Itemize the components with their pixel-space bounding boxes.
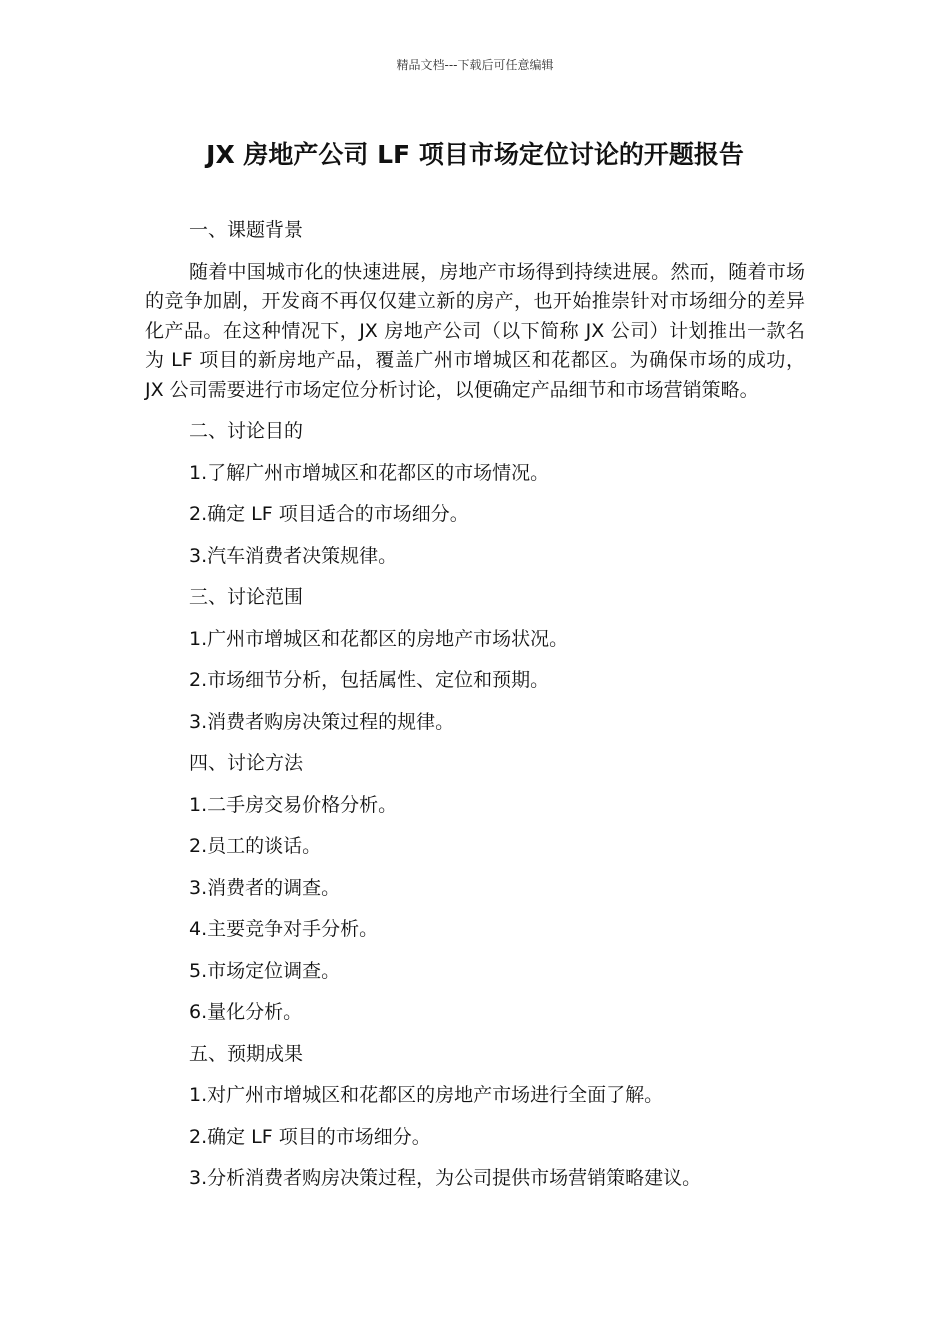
section-heading-methods: 四、讨论方法 bbox=[189, 752, 304, 774]
list-item: 2.市场细节分析，包括属性、定位和预期。 bbox=[189, 669, 550, 691]
section-heading-purpose: 二、讨论目的 bbox=[189, 420, 304, 442]
document-title: JX 房地产公司 LF 项目市场定位讨论的开题报告 bbox=[206, 140, 744, 169]
list-item: 1.广州市增城区和花都区的房地产市场状况。 bbox=[189, 627, 569, 650]
section-heading-outcomes: 五、预期成果 bbox=[189, 1042, 304, 1065]
header-note: 精品文档---下载后可任意编辑 bbox=[396, 58, 554, 72]
list-item: 1.二手房交易价格分析。 bbox=[189, 793, 398, 816]
section-heading-background: 一、课题背景 bbox=[189, 219, 304, 241]
list-item: 1.了解广州市增城区和花都区的市场情况。 bbox=[189, 461, 550, 484]
list-item: 2.确定 LF 项目适合的市场细分。 bbox=[189, 503, 469, 525]
list-item: 3.分析消费者购房决策过程，为公司提供市场营销策略建议。 bbox=[189, 1167, 702, 1189]
list-item: 6.量化分析。 bbox=[189, 1001, 303, 1023]
section-heading-scope: 三、讨论范围 bbox=[189, 586, 304, 608]
list-item: 5.市场定位调查。 bbox=[189, 959, 341, 982]
background-paragraph: 随着中国城市化的快速进展，房地产市场得到持续进展。然而，随着市场的竞争加剧，开发商不再仅仅建立新的房产，也开始推崇针对市场细分的差异化产品。在这种情况下，JX 房地产公司（以下简称 JX 公司）计划推出一款名为 LF 项目的新房地产品，覆盖广州市增城区和花都区。为确保市场的成功，JX 公司需要进行市场定位分析讨论，以便确定产品细节和市场营销策略。 bbox=[145, 260, 805, 401]
list-item: 1.对广州市增城区和花都区的房地产市场进行全面了解。 bbox=[189, 1084, 664, 1106]
list-item: 2.确定 LF 项目的市场细分。 bbox=[189, 1125, 431, 1148]
list-item: 4.主要竞争对手分析。 bbox=[189, 918, 379, 940]
list-item: 3.消费者购房决策过程的规律。 bbox=[189, 710, 455, 733]
document-body bbox=[145, 216, 805, 1206]
list-item: 3.消费者的调查。 bbox=[189, 876, 341, 899]
list-item: 2.员工的谈话。 bbox=[189, 835, 322, 857]
list-item: 3.汽车消费者决策规律。 bbox=[189, 544, 398, 567]
